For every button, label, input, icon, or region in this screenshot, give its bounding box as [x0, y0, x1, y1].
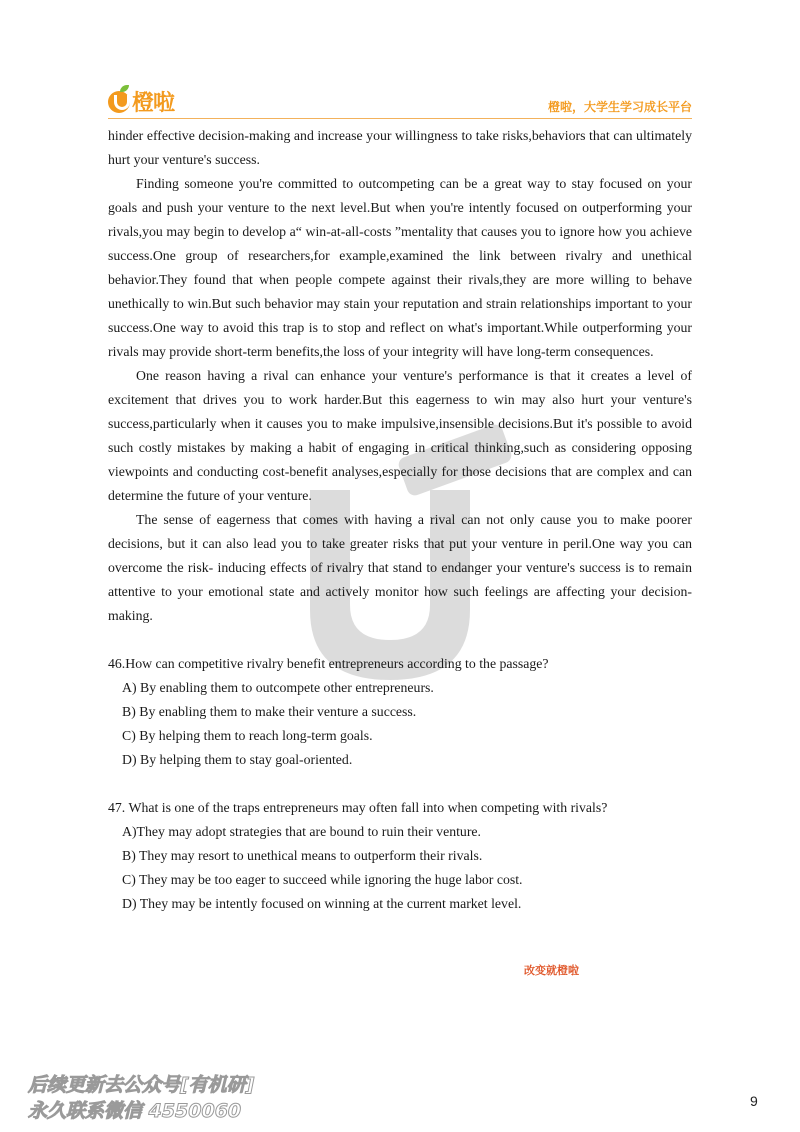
logo-text: 橙啦	[132, 91, 175, 116]
contact-watermark	[28, 1072, 254, 1124]
question-47-option-a: A)They may adopt strategies that are bound to ruin their venture.	[122, 824, 481, 839]
watermark-line-1: 后续更新去公众号[有机研]	[28, 1074, 255, 1096]
watermark-line-2: 永久联系微信 4550060	[28, 1100, 242, 1122]
question-46-option-d: D) By helping them to stay goal-oriented.	[122, 752, 353, 767]
question-47-option-c: C) They may be too eager to succeed while ignoring the huge labor cost.	[122, 872, 523, 887]
question-46-option-b: B) By enabling them to make their venture a success.	[122, 704, 417, 719]
header-divider	[108, 118, 692, 119]
header-tagline: 橙啦，大学生学习成长平台	[547, 100, 692, 114]
brand-logo	[108, 86, 174, 117]
question-47-option-d: D) They may be intently focused on winning at the current market level.	[122, 896, 522, 911]
document-body	[108, 124, 692, 916]
passage-paragraph: Finding someone you're committed to outcompeting can be a great way to stay focused on your goals and push your venture to the next level.But when you're intently focused on outperforming your rivals,you may begin to develop a“ win-at-all-costs ”mentality that causes you to ignore how you achieve success.One group of researchers,for example,examined the link between rivalry and unethical behavior.They found that when people compete against their rivals,they are more willing to behave unethically to win.But such behavior may stain your reputation and strain relationships important to your success.One way to avoid this trap is to stop and reflect on what's important.While outperforming your rivals may provide short-term benefits,the loss of your integrity will have long-term consequences.	[108, 176, 692, 359]
passage-paragraph: One reason having a rival can enhance your venture's performance is that it creates a level of excitement that drives you to work harder.But this eagerness to win may also hurt your venture's success,particularly when it causes you to make impulsive,insensible decisions.But it's possible to avoid such costly mistakes by making a habit of engaging in critical thinking,such as considering opposing viewpoints and conducting cost-benefit analyses,especially for those decisions that are complex and can determine the future of your venture.	[108, 368, 692, 503]
page-number: 9	[750, 1093, 758, 1109]
question-47-option-b: B) They may resort to unethical means to outperform their rivals.	[122, 848, 483, 863]
question-46-stem: 46.How can competitive rivalry benefit entrepreneurs according to the passage?	[108, 656, 549, 671]
passage-paragraph: The sense of eagerness that comes with having a rival can not only cause you to make poorer decisions, but it can also lead you to take greater risks that put your venture in peril.One way you can overcome the risk- inducing effects of rivalry that stand to endanger your venture's success is to remain attentive to your emotional state and actively monitor how such feelings are affecting your decision-making.	[108, 512, 692, 623]
question-46-option-a: A) By enabling them to outcompete other entrepreneurs.	[122, 680, 434, 695]
passage-paragraph: hinder effective decision-making and increase your willingness to take risks,behaviors that can ultimately hurt your venture's success.	[108, 128, 692, 167]
question-46-option-c: C) By helping them to reach long-term goals.	[122, 728, 373, 743]
question-47-stem: 47. What is one of the traps entrepreneurs may often fall into when competing with rivals?	[108, 800, 608, 815]
footer-slogan: 改变就橙啦	[524, 964, 579, 977]
orange-logo-icon	[108, 91, 130, 113]
